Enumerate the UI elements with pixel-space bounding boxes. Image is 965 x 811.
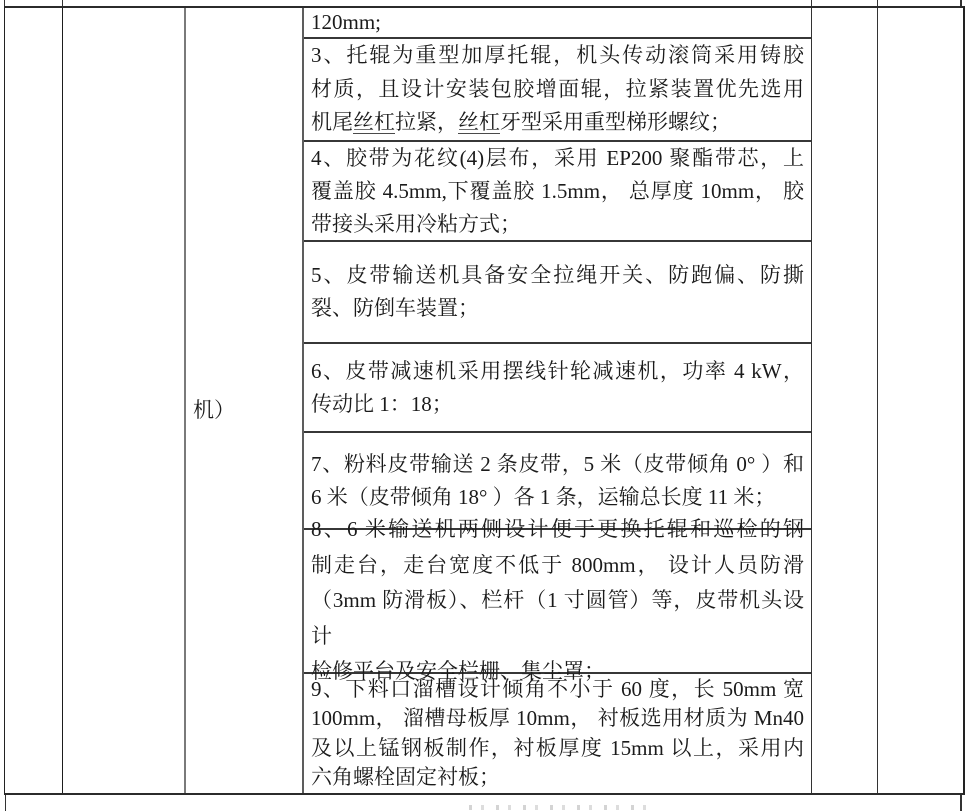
spec-text-line: 机尾丝杠拉紧，丝杠牙型采用重型梯形螺纹； — [311, 110, 731, 135]
spec-text-line: 覆盖胶 4.5mm,下覆盖胶 1.5mm， 总厚度 10mm， 胶 — [311, 178, 804, 203]
cell-technical-specs — [304, 8, 812, 793]
cell-equipment-name — [186, 8, 304, 793]
spec-text-line: 六角螺栓固定衬板； — [311, 765, 500, 789]
cell-col1-empty — [5, 8, 63, 793]
spec-text-line: （3mm 防滑板）、栏杆（1 寸圆管）等，皮带机头设计 — [311, 588, 804, 648]
spec-text-line: 检修平台及安全栏栅、集尘罩； — [311, 659, 605, 684]
spec-row-item8-walkway — [304, 517, 811, 684]
clipped-text-tops — [469, 805, 647, 810]
spec-text-line: 3、托辊为重型加厚托辊，机头传动滚筒采用铸胶 — [311, 43, 804, 68]
spec-text-line: 6 米（皮带倾角 18° ）各 1 条，运输总长度 11 米； — [311, 484, 776, 509]
spec-text-line: 带接头采用冷粘方式； — [311, 211, 521, 236]
spec-text-line: 7、粉料皮带输送 2 条皮带，5 米（皮带倾角 0° ）和 — [311, 451, 804, 476]
spec-row-item3-rollers — [304, 39, 811, 142]
next-row-partial — [5, 795, 962, 811]
spec-text-line: 8、6 米输送机两侧设计便于更换托辊和巡检的钢 — [311, 517, 804, 542]
spec-table — [4, 6, 965, 795]
spec-text-line: 6、皮带减速机采用摆线针轮减速机，功率 4 kW， — [311, 358, 804, 383]
spec-text-line: 裂、防倒车装置； — [311, 296, 479, 320]
spec-row-item4-belt — [304, 142, 811, 242]
spec-row-item9-chute — [304, 674, 811, 793]
spec-text-line: 制走台，走台宽度不低于 800mm， 设计人员防滑 — [311, 552, 804, 577]
spec-text-line: 5、皮带输送机具备安全拉绳开关、防跑偏、防撕 — [311, 263, 804, 287]
spec-text-line: 传动比 1：18； — [311, 391, 453, 416]
spec-text-line: 120mm; — [311, 10, 382, 34]
cell-col2-empty — [63, 8, 186, 793]
cell-col6-empty — [878, 8, 963, 793]
spec-text-line: 及以上锰钢板制作，衬板厚度 15mm 以上，采用内 — [311, 735, 804, 760]
spec-text-line: 9、下料口溜槽设计倾角不小于 60 度，长 50mm 宽 — [311, 676, 804, 701]
spec-row-item6-reducer — [304, 344, 811, 433]
spec-row-item5-safety — [304, 242, 811, 344]
spec-row-120mm — [304, 8, 811, 39]
spec-text-line: 4、胶带为花纹(4)层布，采用 EP200 聚酯带芯，上 — [311, 145, 804, 170]
spec-text-line: 材质，且设计安装包胶增面辊，拉紧装置优先选用 — [311, 76, 804, 101]
spec-text-line: 100mm， 溜槽母板厚 10mm， 衬板选用材质为 Mn40 — [311, 706, 804, 730]
cell-col5-empty — [812, 8, 878, 793]
equipment-name-fragment: 机） — [193, 398, 235, 422]
